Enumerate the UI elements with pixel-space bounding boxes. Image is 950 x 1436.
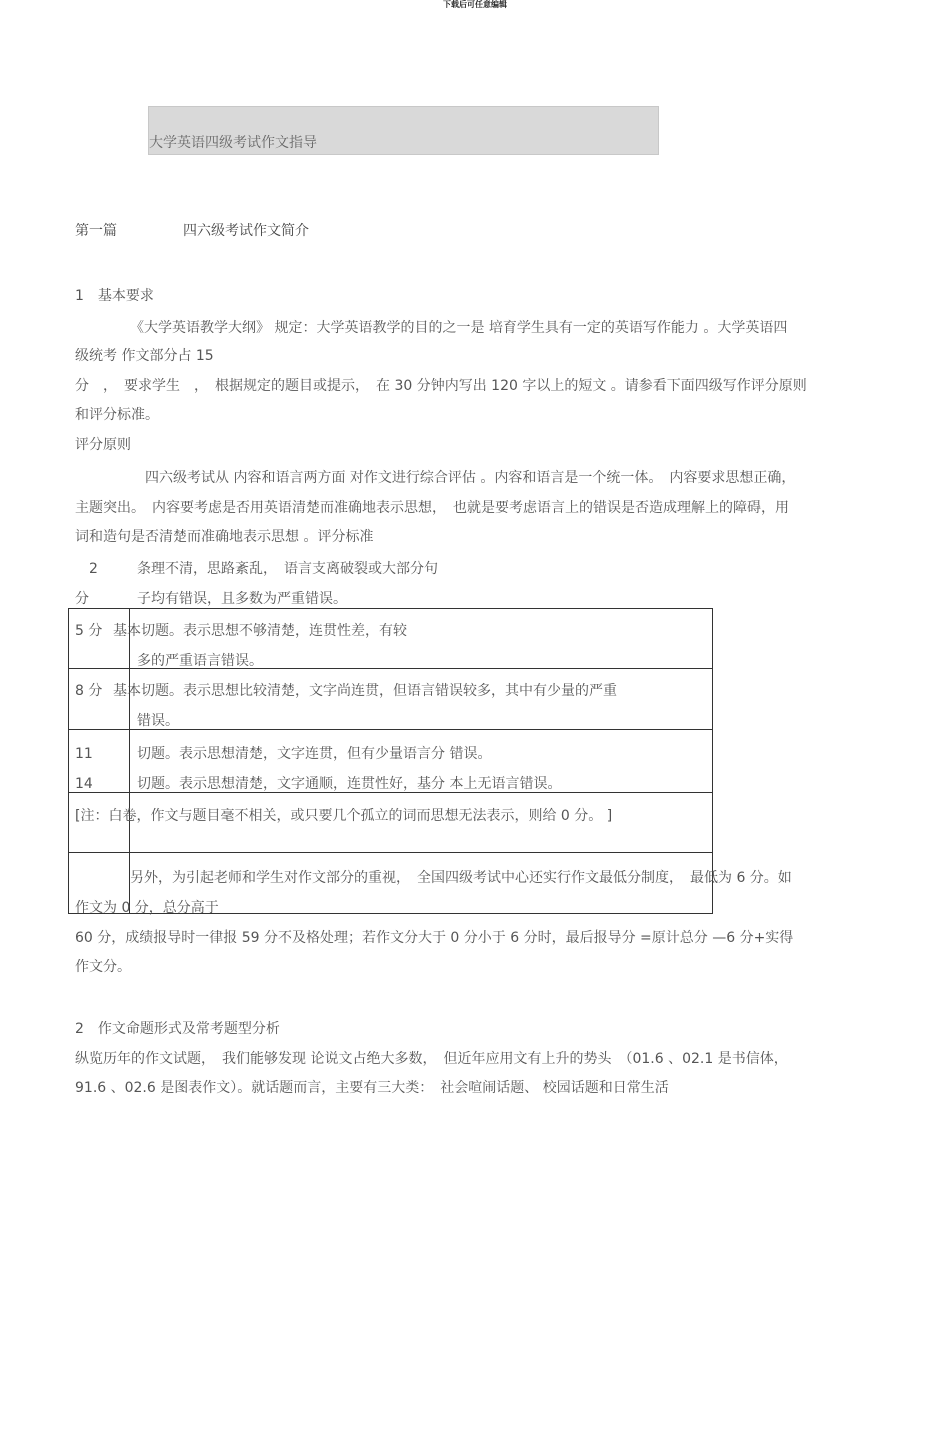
score-11: 11 [75,746,93,762]
para2-line1: 四六级考试从 内容和语言两方面 对作文进行综合评估 。内容和语言是一个统一体。 内容要求思想正确， [145,470,796,486]
page-header-note: 下载后可任意编辑 [443,0,507,9]
section1-heading: 1 基本要求 [75,288,154,304]
para2-line2: 主题突出。 内容要考虑是否用英语清楚而准确地表示思想， 也就是要考虑语言上的错误是否造成理解上的障碍，用 [75,500,789,516]
score-14-text: 切题。表示思想清楚，文字通顺，连贯性好，基分 本上无语言错误。 [137,776,562,792]
score-5-line1: 基本切题。表示思想不够清楚，连贯性差，有较 [113,623,407,639]
part-label: 第一篇 [75,223,117,239]
table-divider [68,852,713,853]
principle-heading: 评分原则 [75,437,131,453]
score-11-text: 切题。表示思想清楚，文字连贯，但有少量语言分 错误。 [137,746,492,762]
extra-line3: 60 分，成绩报导时一律报 59 分不及格处理；若作文分大于 0 分小于 6 分时，最后报导分 =原计总分 —6 分+实得 [75,930,794,946]
section2-line1: 纵览历年的作文试题， 我们能够发现 论说文占绝大多数， 但近年应用文有上升的势头 （01.6 、02.1 是书信体， [75,1051,788,1067]
part-heading: 四六级考试作文简介 [183,223,309,239]
extra-line1: 另外，为引起老师和学生对作文部分的重视， 全国四级考试中心还实行作文最低分制度， 最低为 6 分。如 [130,870,792,886]
score-8-line1: 基本切题。表示思想比较清楚，文字尚连贯，但语言错误较多，其中有少量的严重 [113,683,617,699]
score-2: 2 [89,561,98,577]
para1-line1: 《大学英语教学大纲》 规定：大学英语教学的目的之一是 培育学生具有一定的英语写作能力 。大学英语四 [130,320,788,336]
score-14: 14 [75,776,93,792]
extra-line2: 作文为 0 分，总分高于 [75,900,219,916]
section2-heading: 2 作文命题形式及常考题型分析 [75,1021,280,1037]
document-title: 大学英语四级考试作文指导 [149,135,317,151]
extra-line4: 作文分。 [75,959,131,975]
score-5-line2: 多的严重语言错误。 [137,653,263,669]
score-8: 8 分 [75,683,103,699]
para1-line4: 和评分标准。 [75,407,159,423]
zero-score-note: [注：白卷，作文与题目毫不相关，或只要几个孤立的词而思想无法表示，则给 0 分。 ] [75,808,613,824]
score-2-unit: 分 [75,591,89,607]
score-2-line2: 子均有错误，且多数为严重错误。 [137,591,347,607]
score-2-line1: 条理不清，思路紊乱， 语言支离破裂或大部分句 [137,561,438,577]
section2-line2: 91.6 、02.6 是图表作文）。就话题而言，主要有三大类： 社会喧闹话题、 校园话题和日常生活 [75,1080,669,1096]
title-box [148,106,659,155]
para2-line3: 词和造句是否清楚而准确地表示思想 。评分标准 [75,529,374,545]
para1-line3: 分 ， 要求学生 ， 根据规定的题目或提示， 在 30 分钟内写出 120 字以上的短文 。请参看下面四级写作评分原则 [75,378,807,394]
para1-line2: 级统考 作文部分占 15 [75,348,214,364]
score-8-line2: 错误。 [137,713,179,729]
score-5: 5 分 [75,623,103,639]
